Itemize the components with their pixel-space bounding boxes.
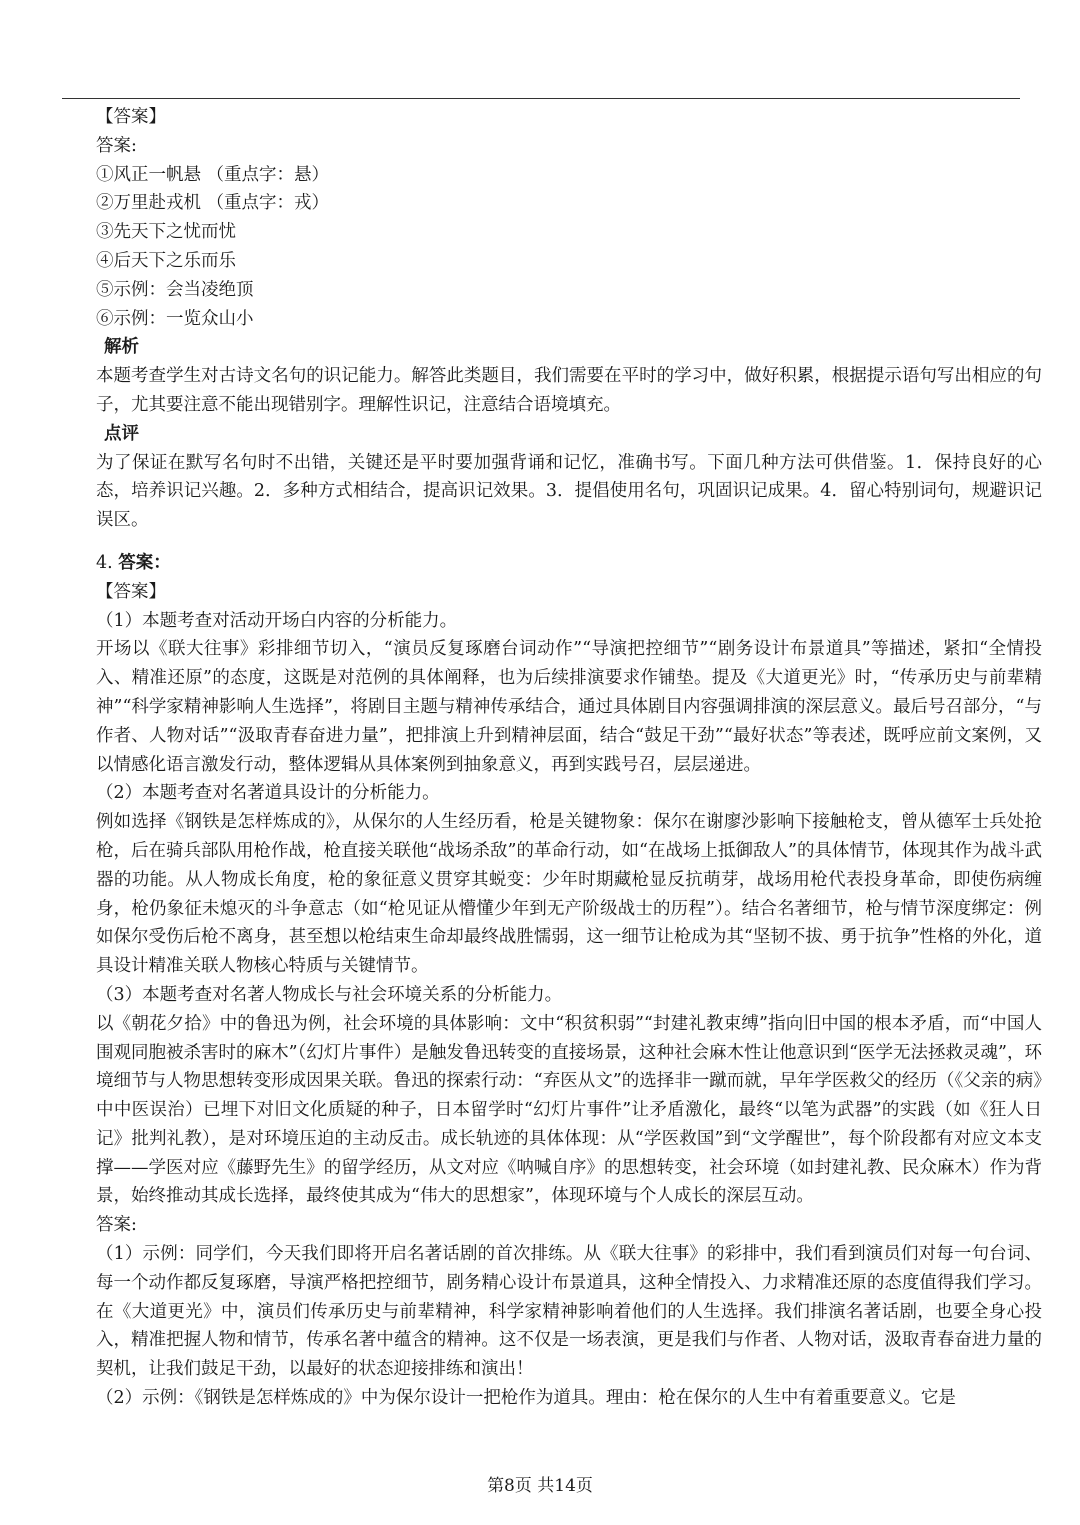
part2-intro: （2）本题考查对名著道具设计的分析能力。: [96, 783, 440, 804]
analysis-heading: 解析: [104, 337, 139, 358]
answer-item: ②万里赴戎机 （重点字：戎）: [96, 193, 330, 214]
answer-item: ③先天下之忧而忧: [96, 222, 236, 243]
answer-label: 答案:: [96, 135, 137, 156]
part3-text: 以《朝花夕拾》中的鲁迅为例，社会环境的具体影响：文中“积贫积弱”“封建礼教束缚”指向旧中国的根本矛盾，而“中国人围观同胞被杀害时的麻木”（幻灯片事件）是触发鲁迅转变的直接场景，这种社会麻木性让他意识到“医学无法拯救灵魂”，环境细节与人物思想转变形成因果关联。鲁迅的探索行动：“弃医从文”的选择非一蹴而就，早年学医救父的经历（《父亲的病》中中医误治）已埋下对旧文化质疑的种子，日本留学时“幻灯片事件”让矛盾激化，最终“以笔为武器”的实践（如《狂人日记》批判礼教），是对环境压迫的主动反击。成长轨迹的具体体现：从“学医救国”到“文学醒世”，每个阶段都有对应文本支撑——学医对应《藤野先生》的留学经历，从文对应《呐喊自序》的思想转变，社会环境（如封建礼教、民众麻木）作为背景，始终推动其成长选择，最终使其成为“伟大的思想家”，体现环境与个人成长的深层互动。: [96, 1013, 1042, 1207]
page-number: 第8页 共14页: [487, 1476, 593, 1496]
question-number: 4.: [96, 552, 113, 573]
answer-tag: 【答案】: [96, 581, 166, 602]
part2-text: 例如选择《钢铁是怎样炼成的》，从保尔的人生经历看，枪是关键物象：保尔在谢廖沙影响下接触枪支，曾从德军士兵处抢枪，后在骑兵部队用枪作战，枪直接关联他“战场杀敌”的革命行动，如“在战场上抵御敌人”的具体情节，体现其作为战斗武器的功能。从人物成长角度，枪的象征意义贯穿其蜕变：少年时期藏枪显反抗萌芽，战场用枪代表投身革命，即使伤病缠身，枪仍象征未熄灭的斗争意志（如“枪见证从懵懂少年到无产阶级战士的历程”）。结合名著细节，枪与情节深度绑定：例如保尔受伤后枪不离身，甚至想以枪结束生命却最终战胜懦弱，这一细节让枪成为其“坚韧不拔、勇于抗争”性格的外化，道具设计精准关联人物核心特质与关键情节。: [96, 812, 1042, 977]
example-1-text: （1）示例：同学们，今天我们即将开启名著话剧的首次排练。从《联大往事》的彩排中，我们看到演员们对每一句台词、每一个动作都反复琢磨，导演严格把控细节，剧务精心设计布景道具，这种全情投入、力求精准还原的态度值得我们学习。在《大道更光》中，演员们传承历史与前辈精神，科学家精神影响着他们的人生选择。我们排演名著话剧，也要全身心投入，精准把握人物和情节，传承名著中蕴含的精神。这不仅是一场表演，更是我们与作者、人物对话，汲取青春奋进力量的契机，让我们鼓足干劲，以最好的状态迎接排练和演出！: [96, 1244, 1042, 1380]
header-rule: [62, 98, 1020, 99]
answer-tag: 【答案】: [96, 107, 166, 127]
answer-item: ①风正一帆悬 （重点字：悬）: [96, 164, 330, 185]
question-title: 答案：: [118, 552, 171, 573]
document-body: [96, 103, 1042, 1413]
analysis-text: 本题考查学生对古诗文名句的识记能力。解答此类题目，我们需要在平时的学习中，做好积累，根据提示语句写出相应的句子，尤其要注意不能出现错别字。理解性识记，注意结合语境填充。: [96, 366, 1042, 415]
part1-intro: （1）本题考查对活动开场白内容的分析能力。: [96, 610, 458, 631]
answer-label: 答案:: [96, 1215, 137, 1236]
comment-heading: 点评: [104, 423, 139, 444]
part1-text: 开场以《联大往事》彩排细节切入，“演员反复琢磨台词动作”“导演把控细节”“剧务设计布景道具”等描述，紧扣“全情投入、精准还原”的态度，这既是对范例的具体阐释，也为后续排演要求作铺垫。提及《大道更光》时，“传承历史与前辈精神”“科学家精神影响人生选择”，将剧目主题与精神传承结合，通过具体剧目内容强调排演的深层意义。最后号召部分，“与作者、人物对话”“汲取青春奋进力量”，把排演上升到精神层面，结合“鼓足干劲”“最好状态”等表述，既呼应前文案例，又以情感化语言激发行动，整体逻辑从具体案例到抽象意义，再到实践号召，层层递进。: [96, 639, 1042, 775]
example-2-text: （2）示例：《钢铁是怎样炼成的》中为保尔设计一把枪作为道具。理由：枪在保尔的人生中有着重要意义。它是: [96, 1388, 956, 1409]
question-4-heading: [96, 549, 1042, 578]
answer-item: ⑤示例：会当凌绝顶: [96, 279, 254, 300]
answer-item: ④后天下之乐而乐: [96, 250, 236, 271]
comment-text: 为了保证在默写名句时不出错，关键还是平时要加强背诵和记忆，准确书写。下面几种方法可供借鉴。1．保持良好的心态，培养识记兴趣。2．多种方式相结合，提高识记效果。3．提倡使用名句，巩固识记成果。4．留心特别词句，规避识记误区。: [96, 452, 1042, 531]
part3-intro: （3）本题考查对名著人物成长与社会环境关系的分析能力。: [96, 984, 563, 1005]
answer-item: ⑥示例：一览众山小: [96, 308, 254, 329]
